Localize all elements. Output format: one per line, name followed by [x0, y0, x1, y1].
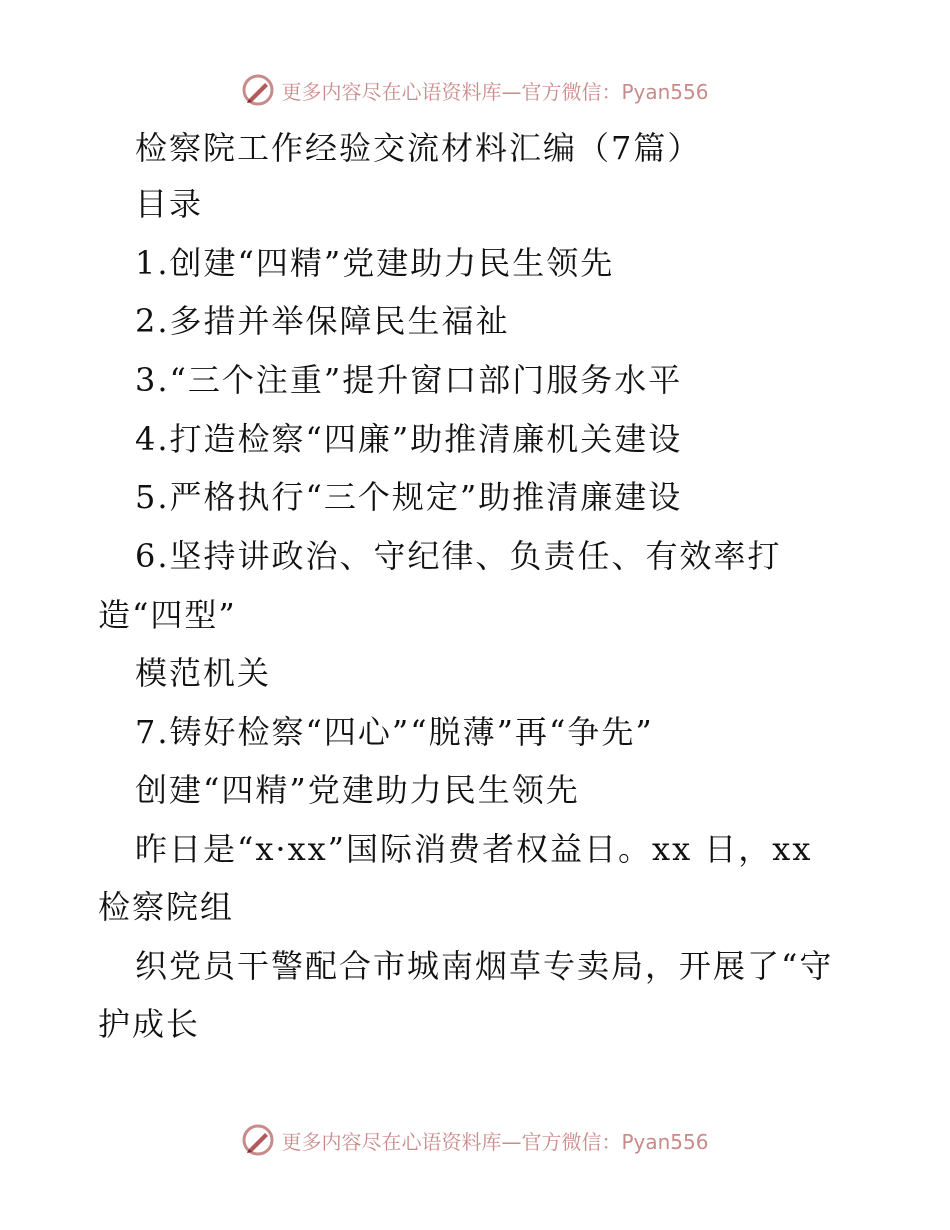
toc-item-3: 3.“三个注重”提升窗口部门服务水平: [135, 361, 683, 399]
toc-item-5: 5.严格执行“三个规定”助推清廉建设: [135, 478, 683, 516]
toc-item-6-continued: 造“四型”: [98, 596, 237, 634]
footer-watermark: [0, 1120, 950, 1160]
pen-logo-icon: [241, 73, 275, 107]
toc-item-1: 1.创建“四精”党建助力民生领先: [135, 244, 615, 282]
toc-item-2: 2.多措并举保障民生福祉: [135, 302, 510, 340]
toc-item-6-continued-2: 模范机关: [135, 654, 272, 692]
toc-heading: 目录: [135, 185, 204, 223]
toc-item-4: 4.打造检察“四廉”助推清廉机关建设: [135, 420, 683, 458]
toc-item-6: 6.坚持讲政治、守纪律、负责任、有效率打: [135, 537, 782, 575]
paragraph-line: 护成长: [98, 1005, 201, 1043]
watermark-text: 更多内容尽在心语资料库—官方微信：Pyan556: [281, 79, 709, 104]
header-watermark: [0, 70, 950, 110]
paragraph-line: 昨日是“x·xx”国际消费者权益日。xx 日，xx: [135, 830, 813, 868]
paragraph-line: 织党员干警配合市城南烟草专卖局，开展了“守: [135, 947, 834, 985]
paragraph-line: 检察院组: [98, 888, 235, 926]
toc-item-7: 7.铸好检察“四心”“脱薄”再“争先”: [135, 713, 654, 751]
pen-logo-icon: [241, 1123, 275, 1157]
section-heading: 创建“四精”党建助力民生领先: [135, 771, 580, 809]
watermark-text: 更多内容尽在心语资料库—官方微信：Pyan556: [281, 1129, 709, 1154]
document-title: 检察院工作经验交流材料汇编（7篇）: [135, 129, 702, 167]
